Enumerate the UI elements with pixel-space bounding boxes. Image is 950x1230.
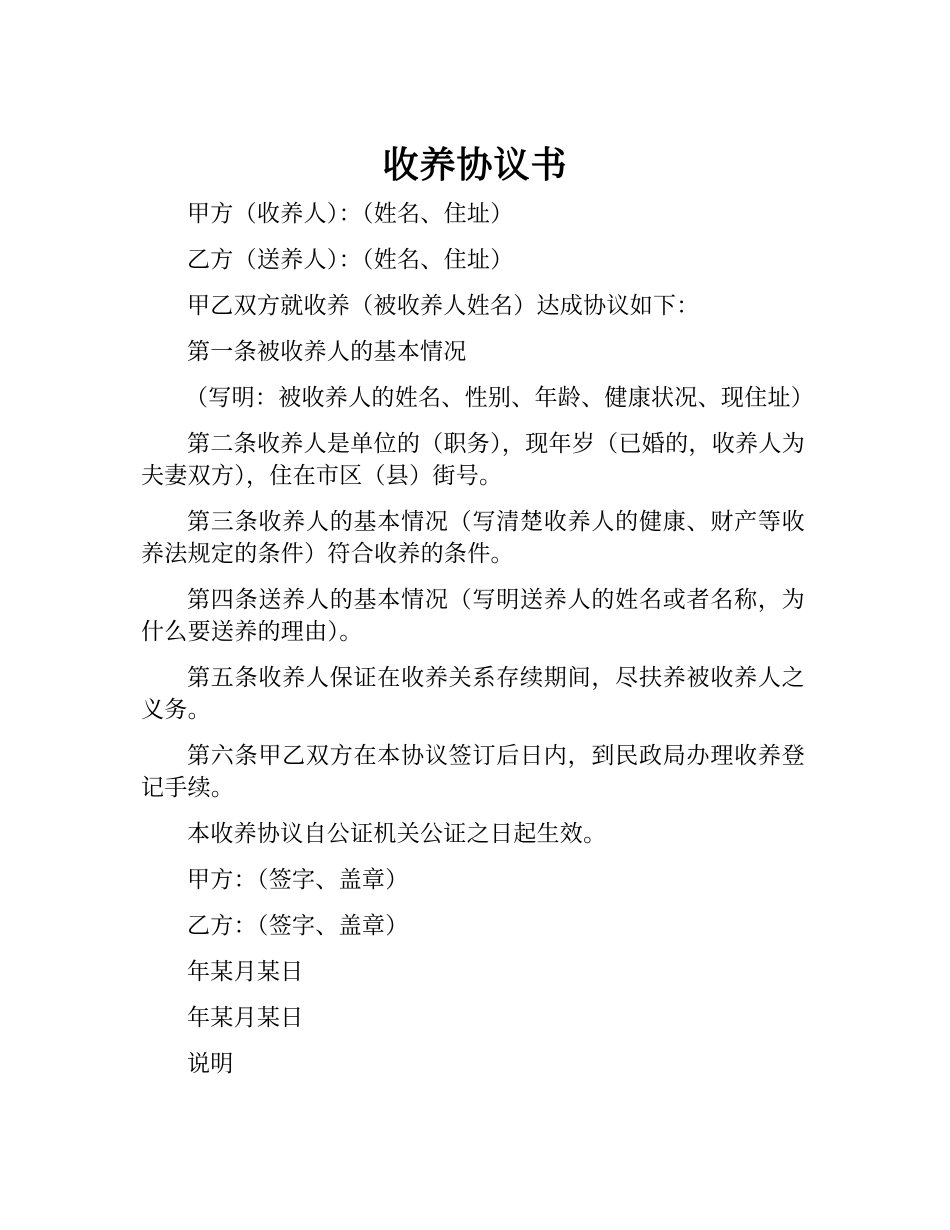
article-6: 第六条甲乙双方在本协议签订后日内，到民政局办理收养登记手续。 bbox=[141, 743, 805, 801]
document-title: 收养协议书 bbox=[382, 145, 568, 187]
article-1-heading: 第一条被收养人的基本情况 bbox=[187, 339, 467, 365]
article-2: 第二条收养人是单位的（职务），现年岁（已婚的，收养人为夫妻双方），住在市区（县）街号。 bbox=[141, 431, 805, 489]
date-line-b: 年某月某日 bbox=[187, 1005, 304, 1031]
document-body bbox=[141, 198, 815, 1094]
notes-heading: 说明 bbox=[187, 1051, 234, 1077]
article-1-note: （写明：被收养人的姓名、性别、年龄、健康状况、现住址） bbox=[185, 385, 815, 411]
date-line-a: 年某月某日 bbox=[187, 959, 304, 985]
party-b-signature: 乙方：（签字、盖章） bbox=[187, 913, 409, 939]
party-a-signature: 甲方：（签字、盖章） bbox=[187, 867, 409, 893]
party-a-line: 甲方（收养人）：（姓名、住址） bbox=[187, 201, 514, 227]
article-4: 第四条送养人的基本情况（写明送养人的姓名或者名称，为什么要送养的理由）。 bbox=[141, 587, 805, 645]
party-b-line: 乙方（送养人）：（姓名、住址） bbox=[187, 247, 514, 273]
article-3: 第三条收养人的基本情况（写清楚收养人的健康、财产等收养法规定的条件）符合收养的条件。 bbox=[141, 509, 805, 567]
agreement-intro: 甲乙双方就收养（被收养人姓名）达成协议如下： bbox=[187, 293, 700, 319]
article-5: 第五条收养人保证在收养关系存续期间，尽扶养被收养人之义务。 bbox=[141, 665, 805, 723]
effective-clause: 本收养协议自公证机关公证之日起生效。 bbox=[187, 821, 607, 847]
